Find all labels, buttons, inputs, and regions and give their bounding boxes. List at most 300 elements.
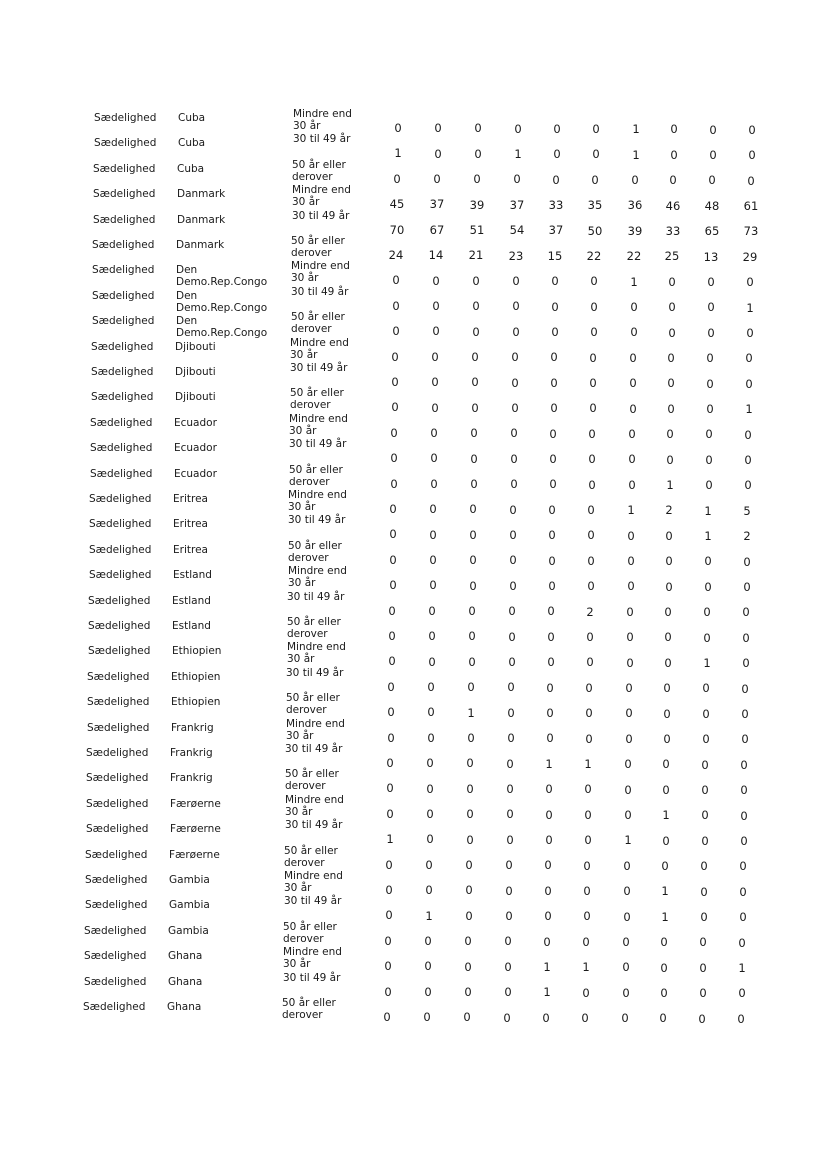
value-cell: 0 [544,909,552,924]
value-cell: 0 [472,299,480,314]
crime-type-cell: Sædelighed [86,772,149,785]
country-cell: Gambia [168,924,209,937]
value-cell: 0 [506,781,514,796]
value-cell: 0 [628,452,636,467]
value-cell: 5 [743,503,751,518]
value-cell: 21 [468,248,484,263]
value-cell: 0 [427,730,435,745]
table-row [0,971,828,1002]
value-cell: 1 [514,146,522,161]
age-group-cell: Mindre end 30 år [284,870,343,894]
value-cell: 0 [425,883,433,898]
value-cell: 0 [699,935,707,950]
value-cell: 0 [665,528,673,543]
value-cell: 0 [665,579,673,594]
value-cell: 0 [547,655,555,670]
value-cell: 0 [469,578,477,593]
value-cell: 0 [468,654,476,669]
value-cell: 0 [587,503,595,517]
value-cell: 0 [740,833,748,848]
value-cell: 1 [386,832,394,847]
crime-type-cell: Sædelighed [88,645,151,658]
value-cell: 0 [423,1010,431,1025]
value-cell: 35 [587,198,603,213]
value-cell: 46 [665,198,681,213]
value-cell: 0 [505,883,513,898]
value-cell: 0 [431,375,439,390]
crime-type-cell: Sædelighed [84,975,147,988]
value-cell: 0 [424,959,432,974]
value-cell: 1 [394,146,402,161]
value-cell: 0 [431,349,439,364]
value-cell: 0 [472,273,480,288]
value-cell: 1 [425,908,433,923]
value-cell: 0 [427,705,435,720]
value-cell: 0 [739,859,747,874]
age-group-cell: 30 til 49 år [286,666,344,679]
value-cell: 39 [627,223,643,238]
value-cell: 0 [472,324,480,339]
value-cell: 2 [665,503,673,518]
age-group-cell: 30 til 49 år [293,133,351,146]
value-cell: 0 [668,325,676,340]
value-cell: 0 [581,1011,589,1025]
table-row [0,362,828,392]
value-cell: 0 [588,426,596,441]
value-cell: 1 [704,528,712,543]
value-cell: 0 [466,832,474,847]
value-cell: 0 [660,935,668,950]
crime-type-cell: Sædelighed [91,366,154,378]
value-cell: 0 [588,452,596,467]
value-cell: 0 [504,959,512,974]
value-cell: 0 [670,122,678,137]
value-cell: 0 [429,552,437,567]
value-cell: 0 [623,909,631,924]
value-cell: 0 [544,858,552,873]
value-cell: 0 [700,859,708,874]
value-cell: 0 [389,527,397,542]
value-cell: 0 [390,425,398,440]
value-cell: 0 [504,985,512,1000]
value-cell: 0 [553,121,561,136]
country-cell: Ecuador [174,442,217,455]
value-cell: 0 [387,705,395,720]
value-cell: 0 [625,706,633,721]
value-cell: 0 [507,705,515,720]
value-cell: 0 [474,121,482,136]
value-cell: 0 [463,1010,471,1025]
crime-type-cell: Sædelighed [92,315,155,328]
value-cell: 0 [464,959,472,974]
value-cell: 0 [744,452,752,467]
value-cell: 0 [385,908,393,923]
crime-type-cell: Sædelighed [89,493,152,505]
table-row [0,793,828,824]
country-cell: Frankrig [171,721,214,734]
value-cell: 0 [467,730,475,745]
value-cell: 0 [550,350,558,365]
value-cell: 0 [667,350,675,365]
age-group-cell: 30 til 49 år [288,514,346,527]
age-group-cell: 50 år eller derover [290,387,344,412]
value-cell: 61 [743,198,759,213]
value-cell: 0 [590,274,598,289]
country-cell: Djibouti [175,340,216,353]
country-cell: Ghana [168,950,203,963]
value-cell: 0 [511,375,519,390]
country-cell: Ethiopien [172,645,222,658]
value-cell: 0 [591,172,599,187]
value-cell: 0 [667,376,675,391]
crime-type-cell: Sædelighed [93,188,156,201]
value-cell: 0 [385,857,393,872]
value-cell: 0 [707,325,715,340]
value-cell: 0 [626,630,634,645]
value-cell: 0 [429,527,437,542]
value-cell: 1 [624,833,632,848]
country-cell: Ethiopien [171,670,221,683]
value-cell: 0 [546,731,554,746]
age-group-cell: 30 til 49 år [283,971,341,984]
crime-type-cell: Sædelighed [88,594,151,607]
value-cell: 0 [738,935,746,950]
value-cell: 0 [385,883,393,897]
value-cell: 0 [464,984,472,999]
crime-type-cell: Sædelighed [93,162,156,175]
value-cell: 0 [592,147,600,162]
value-cell: 0 [663,681,671,696]
value-cell: 0 [660,985,668,1000]
age-group-cell: Mindre end 30 år [291,260,350,285]
value-cell: 0 [432,273,440,288]
value-cell: 0 [551,324,559,339]
value-cell: 0 [702,681,710,696]
value-cell: 1 [703,655,711,670]
country-cell: Den Demo.Rep.Congo [176,289,268,314]
value-cell: 0 [547,629,555,644]
value-cell: 0 [546,705,554,720]
value-cell: 0 [467,680,475,695]
value-cell: 0 [701,833,709,848]
value-cell: 0 [624,782,632,797]
country-cell: Cuba [178,137,206,150]
country-cell: Færøerne [170,797,221,810]
value-cell: 0 [387,730,395,745]
value-cell: 0 [740,783,748,798]
value-cell: 65 [704,224,720,239]
value-cell: 0 [386,756,394,770]
value-cell: 1 [545,756,553,771]
value-cell: 1 [704,503,712,518]
value-cell: 1 [632,147,640,162]
value-cell: 1 [582,960,590,975]
table-row [0,438,828,468]
value-cell: 0 [428,629,436,644]
crime-type-cell: Sædelighed [83,1001,146,1013]
age-group-cell: 50 år eller derover [291,235,345,259]
value-cell: 22 [586,249,602,263]
value-cell: 0 [629,401,637,416]
value-cell: 22 [626,249,642,264]
value-cell: 0 [662,757,670,772]
value-cell: 0 [741,732,749,747]
country-cell: Gambia [169,899,210,912]
value-cell: 0 [551,274,559,289]
table-row [0,870,828,900]
age-group-cell: Mindre end 30 år [289,412,348,437]
crime-type-cell: Sædelighed [84,950,147,963]
value-cell: 0 [550,401,558,416]
table-row [0,997,828,1027]
value-cell: 0 [432,298,440,313]
value-cell: 0 [584,807,592,822]
age-group-cell: Mindre end 30 år [283,946,342,971]
country-cell: Danmark [177,213,226,226]
value-cell: 0 [430,476,438,491]
value-cell: 0 [510,426,518,441]
value-cell: 0 [622,934,630,949]
value-cell: 0 [625,680,633,695]
value-cell: 0 [393,171,401,186]
country-cell: Frankrig [170,772,213,785]
value-cell: 0 [664,630,672,645]
value-cell: 0 [391,349,399,364]
value-cell: 0 [660,960,668,975]
age-group-cell: 30 til 49 år [285,743,343,755]
value-cell: 0 [699,960,707,975]
value-cell: 0 [428,603,436,618]
country-cell: Færøerne [169,848,220,861]
value-cell: 0 [390,451,398,466]
value-cell: 0 [431,400,439,415]
value-cell: 0 [509,578,517,593]
value-cell: 0 [507,680,515,695]
value-cell: 0 [747,173,755,188]
value-cell: 70 [389,222,405,237]
value-cell: 1 [627,503,635,518]
value-cell: 36 [627,198,643,213]
value-cell: 0 [631,172,639,187]
country-cell: Ethiopien [171,696,221,709]
value-cell: 1 [630,274,638,289]
value-cell: 0 [511,400,519,415]
value-cell: 0 [590,299,598,314]
value-cell: 0 [503,1010,511,1025]
table-row [0,184,828,214]
value-cell: 0 [469,502,477,517]
value-cell: 0 [746,275,754,290]
value-cell: 0 [545,807,553,822]
value-cell: 0 [704,579,712,594]
crime-type-cell: Sædelighed [87,721,150,734]
value-cell: 0 [629,376,637,391]
crime-type-cell: Sædelighed [94,112,157,124]
value-cell: 0 [426,832,434,847]
value-cell: 0 [466,781,474,796]
value-cell: 0 [701,808,709,823]
value-cell: 0 [584,833,592,848]
age-group-cell: Mindre end 30 år [293,108,352,132]
country-cell: Estland [172,594,211,607]
value-cell: 0 [468,603,476,618]
table-row [0,463,828,494]
value-cell: 0 [665,554,673,569]
crime-type-cell: Sædelighed [87,670,150,683]
value-cell: 0 [666,452,674,467]
value-cell: 0 [701,782,709,797]
age-group-cell: Mindre end 30 år [288,565,347,590]
table-row [0,108,828,138]
table-row [0,209,828,240]
value-cell: 0 [624,757,632,772]
value-cell: 0 [384,984,392,999]
value-cell: 0 [582,985,590,1000]
value-cell: 0 [623,858,631,873]
crime-type-cell: Sædelighed [91,340,154,353]
value-cell: 0 [624,807,632,822]
value-cell: 0 [387,679,395,694]
table-row [0,717,828,748]
value-cell: 0 [428,654,436,669]
value-cell: 0 [587,528,595,543]
value-cell: 0 [434,146,442,161]
crime-type-cell: Sædelighed [88,620,151,632]
table-row [0,133,828,163]
value-cell: 0 [466,756,474,771]
country-cell: Frankrig [170,747,213,759]
value-cell: 0 [744,427,752,442]
value-cell: 0 [469,527,477,542]
value-cell: 0 [386,806,394,821]
value-cell: 0 [709,147,717,162]
value-cell: 0 [584,782,592,797]
value-cell: 0 [589,376,597,390]
country-cell: Estland [173,569,212,582]
table-row [0,235,828,265]
crime-type-cell: Sædelighed [92,289,155,302]
value-cell: 0 [506,756,514,771]
value-cell: 0 [590,325,598,340]
value-cell: 0 [433,171,441,186]
value-cell: 0 [546,680,554,695]
table-row [0,311,828,341]
crime-type-cell: Sædelighed [85,899,148,912]
table-row [0,920,828,951]
country-cell: Ghana [167,1001,202,1013]
value-cell: 0 [698,1011,706,1026]
table-row [0,692,828,722]
age-group-cell: 30 til 49 år [284,895,342,908]
table-row [0,946,828,976]
value-cell: 0 [545,832,553,847]
value-cell: 37 [548,223,564,238]
value-cell: 0 [547,604,555,619]
value-cell: 0 [701,757,709,772]
value-cell: 0 [505,908,513,923]
value-cell: 0 [471,375,479,390]
value-cell: 0 [742,605,750,620]
age-group-cell: 30 til 49 år [287,590,345,603]
value-cell: 25 [664,249,680,264]
age-group-cell: 30 til 49 år [289,438,347,451]
value-cell: 0 [507,731,515,746]
value-cell: 0 [424,984,432,999]
value-cell: 0 [394,121,402,135]
value-cell: 0 [700,884,708,899]
value-cell: 37 [509,197,525,212]
country-cell: Eritrea [173,493,208,505]
age-group-cell: 50 år eller derover [292,158,346,183]
value-cell: 0 [510,477,518,492]
country-cell: Estland [172,620,211,632]
value-cell: 0 [383,1010,391,1024]
value-cell: 0 [508,604,516,619]
value-cell: 0 [745,376,753,391]
value-cell: 0 [512,299,520,314]
value-cell: 0 [550,375,558,390]
value-cell: 0 [659,1011,667,1026]
age-group-cell: Mindre end 30 år [290,336,349,361]
value-cell: 0 [705,427,713,442]
value-cell: 0 [628,426,636,441]
country-cell: Den Demo.Rep.Congo [176,264,268,289]
value-cell: 0 [704,554,712,569]
value-cell: 0 [738,986,746,1001]
value-cell: 0 [542,1010,550,1025]
value-cell: 0 [544,883,552,898]
value-cell: 0 [506,807,514,822]
table-row [0,768,828,798]
crime-type-cell: Sædelighed [91,391,154,404]
crime-type-cell: Sædelighed [87,696,150,709]
value-cell: 0 [700,909,708,924]
value-cell: 0 [709,122,717,137]
value-cell: 0 [583,858,591,873]
value-cell: 0 [587,579,595,594]
value-cell: 0 [740,757,748,772]
crime-type-cell: Sædelighed [85,848,148,861]
value-cell: 0 [427,679,435,694]
value-cell: 0 [425,857,433,872]
value-cell: 0 [466,807,474,822]
age-group-cell: 50 år eller derover [291,311,345,336]
value-cell: 0 [622,985,630,1000]
value-cell: 0 [548,553,556,568]
age-group-cell: Mindre end 30 år [287,641,346,666]
value-cell: 0 [470,451,478,466]
value-cell: 1 [662,808,670,823]
value-cell: 0 [630,325,638,340]
country-cell: Ghana [168,975,203,988]
value-cell: 0 [432,324,440,339]
value-cell: 0 [391,400,399,415]
value-cell: 0 [512,324,520,339]
age-group-cell: 50 år eller derover [282,997,336,1021]
value-cell: 0 [426,781,434,796]
country-cell: Eritrea [173,543,208,556]
value-cell: 0 [434,121,442,136]
value-cell: 0 [389,578,397,593]
value-cell: 0 [549,426,557,441]
crime-type-cell: Sædelighed [90,416,153,429]
value-cell: 0 [628,477,636,492]
value-cell: 0 [664,655,672,670]
value-cell: 0 [510,451,518,466]
value-cell: 0 [706,401,714,416]
value-cell: 0 [465,883,473,898]
value-cell: 0 [707,300,715,315]
